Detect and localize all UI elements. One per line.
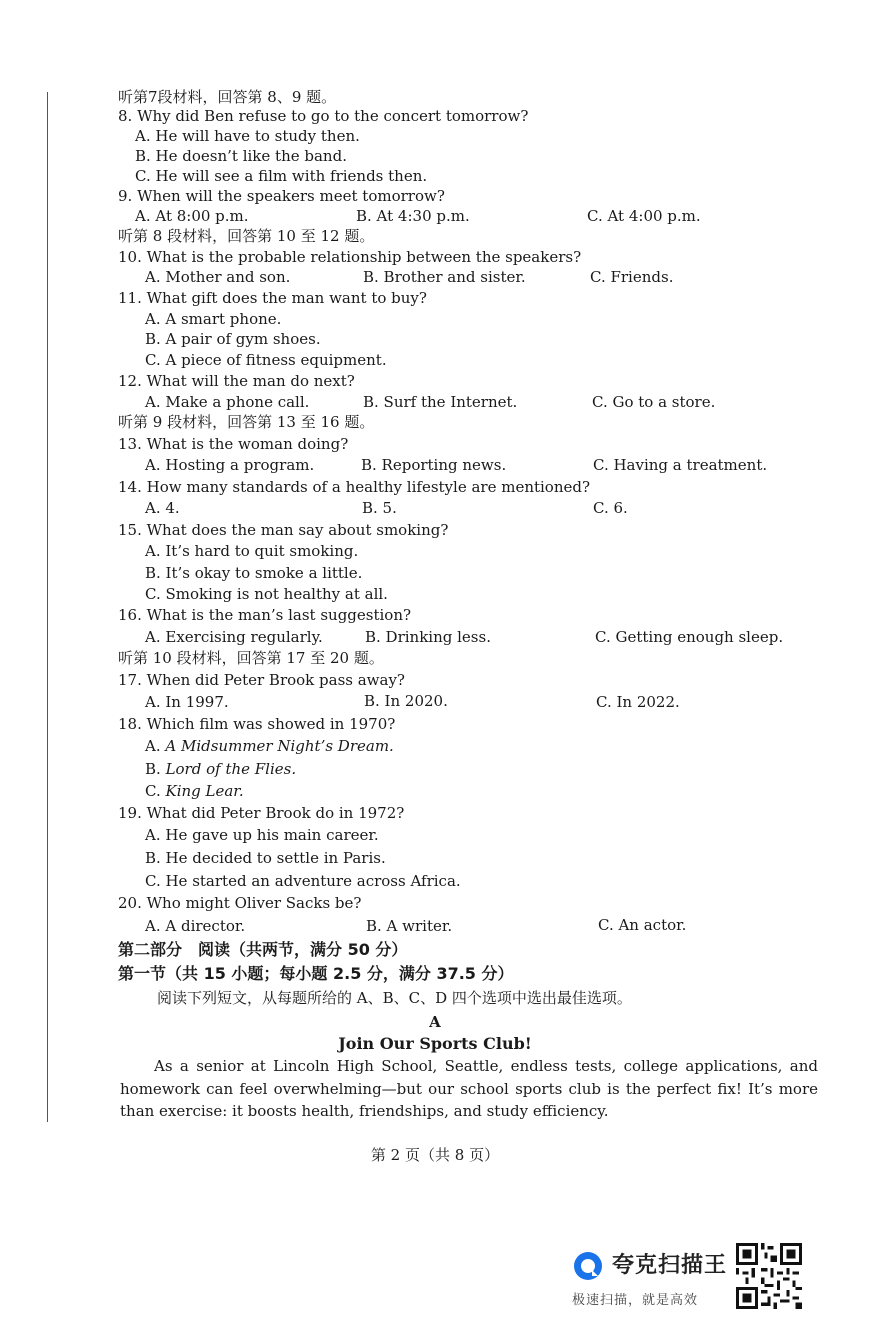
option: B. Surf the Internet. (363, 393, 518, 411)
question-stem: 16. What is the man’s last suggestion? (118, 606, 412, 624)
section-instruction: 听第 10 段材料，回答第 17 至 20 题。 (118, 649, 384, 667)
option: B. In 2020. (364, 692, 448, 710)
scanner-watermark (572, 1246, 732, 1306)
film-title: King Lear. (165, 782, 244, 800)
option: B. Lord of the Flies. (145, 760, 297, 778)
section-instruction: 听第7段材料，回答第 8、9 题。 (118, 88, 337, 106)
option: A. A Midsummer Night’s Dream. (145, 737, 394, 755)
option: B. He doesn’t like the band. (135, 147, 347, 165)
option: A. 4. (145, 499, 180, 517)
question-stem: 20. Who might Oliver Sacks be? (118, 894, 362, 912)
option: A. He gave up his main career. (145, 826, 379, 844)
question-stem: 19. What did Peter Brook do in 1972? (118, 804, 405, 822)
option: B. He decided to settle in Paris. (145, 849, 386, 867)
question-stem: 14. How many standards of a healthy lifestyle are mentioned? (118, 478, 591, 496)
question-stem: 8. Why did Ben refuse to go to the concert tomorrow? (118, 107, 529, 125)
option: B. Reporting news. (361, 456, 507, 474)
question-stem: 11. What gift does the man want to buy? (118, 289, 427, 307)
binding-margin-line (47, 92, 48, 1122)
page-number: 第 2 页（共 8 页） (370, 1146, 500, 1164)
option: C. He will see a film with friends then. (135, 167, 428, 185)
question-stem: 9. When will the speakers meet tomorrow? (118, 187, 445, 205)
section-instruction: 听第 9 段材料，回答第 13 至 16 题。 (118, 413, 375, 431)
option: C. In 2022. (596, 693, 680, 711)
option: C. Getting enough sleep. (595, 628, 784, 646)
option: B. Brother and sister. (363, 268, 526, 286)
qr-code-icon (736, 1243, 802, 1309)
question-stem: 17. When did Peter Brook pass away? (118, 671, 405, 689)
option: B. A writer. (366, 917, 453, 935)
option: B. It’s okay to smoke a little. (145, 564, 363, 582)
option: A. Hosting a program. (145, 456, 315, 474)
option: B. Drinking less. (365, 628, 491, 646)
part-heading: 第二部分 阅读（共两节，满分 50 分） (118, 940, 408, 959)
option: C. He started an adventure across Africa. (145, 872, 461, 890)
option: A. Mother and son. (145, 268, 291, 286)
film-title: A Midsummer Night’s Dream. (165, 737, 394, 755)
option: A. Make a phone call. (145, 393, 310, 411)
option: A. In 1997. (145, 693, 229, 711)
option: A. A director. (145, 917, 246, 935)
option: A. It’s hard to quit smoking. (145, 542, 359, 560)
option: C. A piece of fitness equipment. (145, 351, 387, 369)
option: C. At 4:00 p.m. (587, 207, 701, 225)
option: A. At 8:00 p.m. (135, 207, 249, 225)
option: C. Go to a store. (592, 393, 716, 411)
option: B. At 4:30 p.m. (356, 207, 470, 225)
brand-name: 夸克扫描王 (612, 1253, 728, 1278)
option: A. Exercising regularly. (145, 628, 323, 646)
reading-instruction: 阅读下列短文，从每题所给的 A、B、C、D 四个选项中选出最佳选项。 (157, 989, 632, 1007)
question-stem: 10. What is the probable relationship between the speakers? (118, 248, 582, 266)
question-stem: 15. What does the man say about smoking? (118, 521, 449, 539)
option: C. An actor. (598, 916, 687, 934)
question-stem: 13. What is the woman doing? (118, 435, 349, 453)
passage-title: Join Our Sports Club! (338, 1034, 532, 1053)
option: B. A pair of gym shoes. (145, 330, 321, 348)
passage-paragraph: As a senior at Lincoln High School, Seattle, endless tests, college applications, and homework can feel overwhelming—but our school sports club is the perfect fix! It’s more than exercise: it boosts health, friendships, and study efficiency. (120, 1057, 818, 1120)
option: A. He will have to study then. (135, 127, 360, 145)
option: C. Having a treatment. (593, 456, 768, 474)
question-stem: 12. What will the man do next? (118, 372, 355, 390)
option: C. 6. (593, 499, 628, 517)
film-title: Lord of the Flies. (165, 760, 297, 778)
quark-logo-icon (572, 1250, 604, 1282)
option: A. A smart phone. (145, 310, 282, 328)
section-heading: 第一节（共 15 小题；每小题 2.5 分，满分 37.5 分） (118, 964, 514, 983)
question-stem: 18. Which film was showed in 1970? (118, 715, 396, 733)
option: C. Friends. (590, 268, 674, 286)
option: C. Smoking is not healthy at all. (145, 585, 388, 603)
passage-letter: A (429, 1013, 441, 1031)
section-instruction: 听第 8 段材料，回答第 10 至 12 题。 (118, 227, 375, 245)
option: B. 5. (362, 499, 397, 517)
option: C. King Lear. (145, 782, 244, 800)
brand-tagline: 极速扫描，就是高效 (572, 1293, 699, 1308)
